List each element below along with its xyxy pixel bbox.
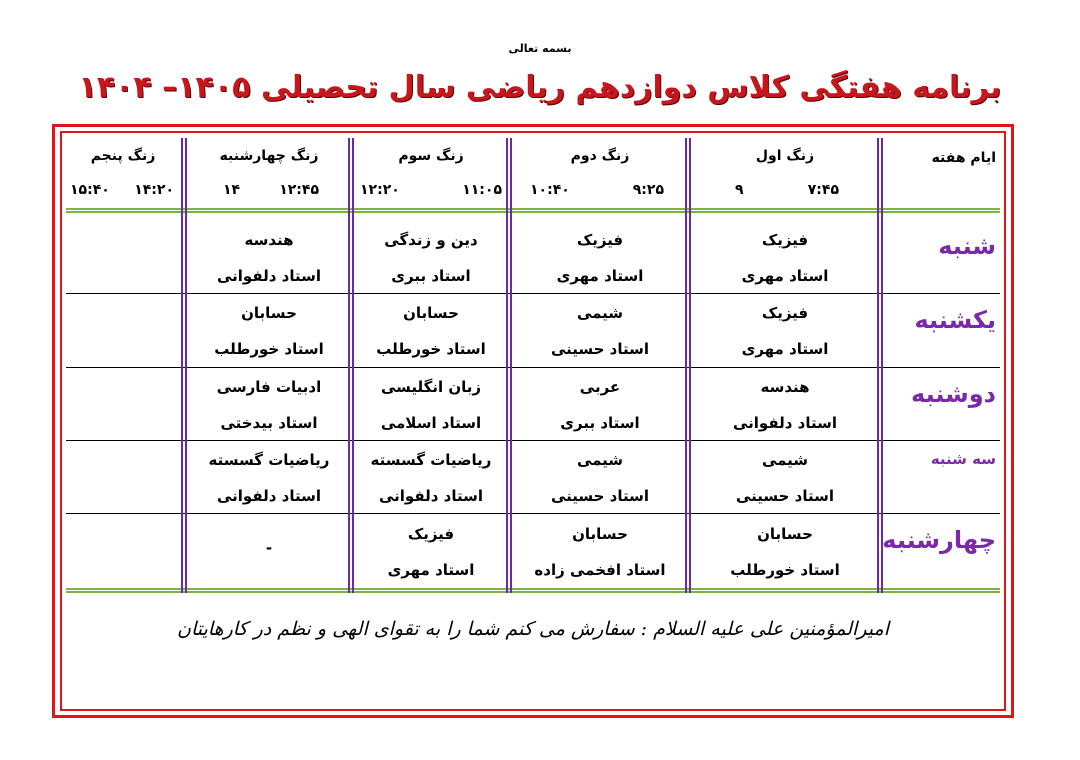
column-divider	[348, 138, 354, 593]
subject: عربی	[579, 378, 621, 396]
footer-divider	[66, 588, 1000, 593]
schedule-cell	[191, 442, 347, 514]
schedule-cell	[516, 369, 684, 441]
teacher: استاد خورطلب	[730, 561, 840, 579]
subject: -	[265, 539, 273, 557]
teacher: استاد بیدختی	[220, 414, 318, 432]
day-saturday: شنبه	[938, 232, 996, 260]
schedule-cell	[516, 295, 684, 367]
teacher: استاد دلفوانی	[216, 267, 322, 285]
period-5-header	[66, 138, 180, 208]
subject: فیزیک	[761, 231, 809, 249]
teacher: استاد خورطلب	[376, 340, 486, 358]
teacher: استاد دلفوانی	[216, 487, 322, 505]
period-start: ۹:۲۵	[632, 182, 664, 198]
header-divider	[66, 208, 1000, 213]
period-end: ۹	[735, 182, 744, 198]
teacher: استاد مهری	[387, 561, 475, 579]
day-monday: دوشنبه	[911, 380, 996, 408]
teacher: استاد مهری	[741, 340, 829, 358]
page-title: برنامه هفتگی کلاس دوازدهم ریاضی سال تحصیلی ۱۴۰۵– ۱۴۰۴	[78, 70, 1002, 105]
schedule-cell	[358, 369, 504, 441]
period-name: زنگ سوم	[398, 148, 464, 164]
schedule-cell	[358, 442, 504, 514]
row-divider	[66, 367, 1000, 368]
period-name: زنگ چهارشنبه	[219, 148, 319, 164]
schedule-cell	[191, 530, 347, 566]
schedule-cell	[516, 222, 684, 294]
schedule-cell	[695, 222, 875, 294]
subject: حسابان	[757, 525, 813, 543]
period-end: ۱۲:۲۰	[360, 182, 400, 198]
teacher: استاد حسینی	[735, 487, 835, 505]
days-column-header: ایام هفته	[931, 150, 996, 166]
teacher: استاد دلفوانی	[732, 414, 838, 432]
column-divider	[877, 138, 883, 593]
schedule-cell	[358, 516, 504, 588]
subject: شیمی	[761, 451, 809, 469]
subject: هندسه	[244, 231, 294, 249]
schedule-cell	[358, 295, 504, 367]
subject: فیزیک	[761, 304, 809, 322]
subject: فیزیک	[407, 525, 455, 543]
period-end: ۱۵:۴۰	[70, 182, 110, 198]
subject: زبان انگلیسی	[380, 378, 482, 396]
schedule-cell	[191, 222, 347, 294]
footer-quote: امیرالمؤمنین علی علیه السلام : سفارش می کنم شما را به تقوای الهی و نظم در کارهایتان	[177, 618, 889, 640]
schedule-cell	[358, 222, 504, 294]
column-divider	[181, 138, 187, 593]
teacher: استاد حسینی	[550, 340, 650, 358]
teacher: استاد مهری	[556, 267, 644, 285]
subject: شیمی	[576, 451, 624, 469]
schedule-cell	[191, 369, 347, 441]
day-tuesday: سه شنبه	[930, 450, 996, 468]
day-wednesday: چهارشنبه	[882, 526, 996, 554]
subject: دین و زندگی	[384, 231, 478, 249]
teacher: استاد ببری	[391, 267, 471, 285]
teacher: استاد مهری	[741, 267, 829, 285]
teacher: استاد حسینی	[550, 487, 650, 505]
subject: شیمی	[576, 304, 624, 322]
subject: فیزیک	[576, 231, 624, 249]
period-name: زنگ پنجم	[90, 148, 156, 164]
schedule-cell	[695, 295, 875, 367]
subject: حسابان	[572, 525, 628, 543]
period-end: ۱۴	[223, 182, 241, 198]
schedule-cell	[516, 442, 684, 514]
subject: ادبیات فارسی	[216, 378, 322, 396]
schedule-cell	[695, 369, 875, 441]
day-sunday: یکشنبه	[914, 306, 996, 334]
subject: حسابان	[403, 304, 459, 322]
subject: ریاضیات گسسته	[370, 451, 492, 469]
period-end: ۱۰:۴۰	[530, 182, 570, 198]
period-start: ۱۱:۰۵	[462, 182, 502, 198]
period-4-header	[191, 138, 347, 208]
teacher: استاد ببری	[560, 414, 640, 432]
schedule-cell	[516, 516, 684, 588]
period-start: ۱۲:۴۵	[279, 182, 319, 198]
period-name: زنگ اول	[755, 148, 815, 164]
column-divider	[506, 138, 512, 593]
subject: حسابان	[241, 304, 297, 322]
teacher: استاد افخمی زاده	[534, 561, 666, 579]
period-start: ۷:۴۵	[807, 182, 839, 198]
subject: هندسه	[760, 378, 810, 396]
subject: ریاضیات گسسته	[208, 451, 330, 469]
column-divider	[685, 138, 691, 593]
basmala: بسمه تعالی	[508, 42, 572, 55]
schedule-cell	[695, 442, 875, 514]
teacher: استاد اسلامی	[380, 414, 482, 432]
period-name: زنگ دوم	[570, 148, 630, 164]
period-start: ۱۴:۲۰	[134, 182, 174, 198]
period-1-header	[695, 138, 875, 208]
teacher: استاد دلفوانی	[378, 487, 484, 505]
period-3-header	[358, 138, 504, 208]
schedule-cell	[695, 516, 875, 588]
teacher: استاد خورطلب	[214, 340, 324, 358]
period-2-header	[516, 138, 684, 208]
schedule-cell	[191, 295, 347, 367]
schedule-table	[66, 138, 1000, 600]
